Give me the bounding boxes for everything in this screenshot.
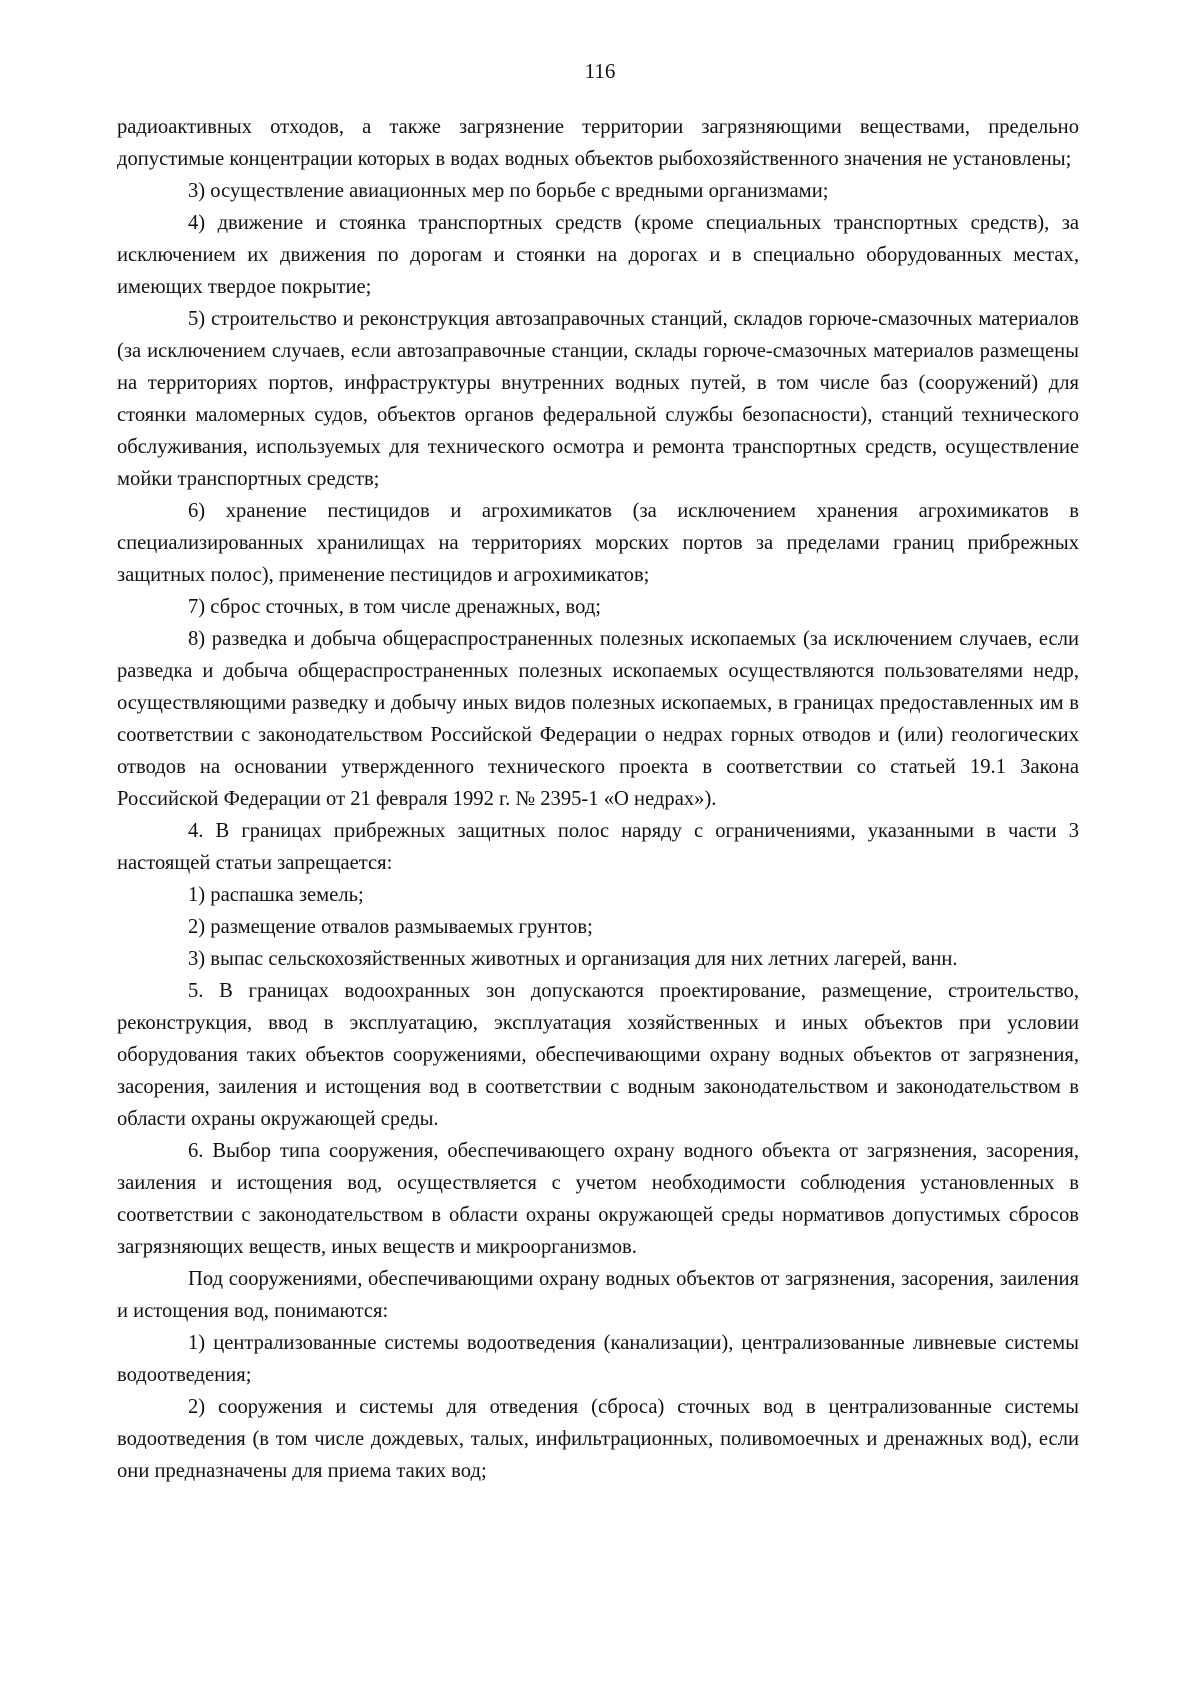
paragraph: Под сооружениями, обеспечивающими охрану водных объектов от загрязнения, засорения, заиления и истощения вод, понимаются:: [117, 1268, 1079, 1322]
paragraph: 3) выпас сельскохозяйственных животных и организация для них летних лагерей, ванн.: [188, 948, 958, 970]
paragraph: радиоактивных отходов, а также загрязнение территории загрязняющими веществами, предельно допустимые концентрации которых в водах водных объектов рыбохозяйственного значения не установлены;: [117, 116, 1079, 170]
paragraph: 2) размещение отвалов размываемых грунтов;: [188, 916, 593, 938]
paragraph: 5) строительство и реконструкция автозаправочных станций, складов горюче-смазочных материалов (за исключением случаев, если автозаправочные станции, склады горюче-смазочных материалов размещены на территориях портов, инфраструктуры внутренних водных путей, в том числе баз (сооружений) для стоянки маломерных судов, объектов органов федеральной службы безопасности), станций технического обслуживания, используемых для технического осмотра и ремонта транспортных средств, осуществление мойки транспортных средств;: [117, 308, 1079, 490]
page-number: 116: [584, 59, 616, 83]
paragraph: 3) осуществление авиационных мер по борьбе с вредными организмами;: [188, 180, 829, 202]
paragraph: 8) разведка и добыча общераспространенных полезных ископаемых (за исключением случаев, если разведка и добыча общераспространенных полезных ископаемых осуществляются пользователями недр, осуществляющими разведку и добычу иных видов полезных ископаемых, в границах предоставленных им в соответствии с законодательством Российской Федерации о недрах горных отводов и (или) геологических отводов на основании утвержденного технического проекта в соответствии со статьей 19.1 Закона Российской Федерации от 21 февраля 1992 г. № 2395-1 «О недрах»).: [117, 628, 1079, 810]
document-body: [117, 111, 1079, 1487]
paragraph: 1) централизованные системы водоотведения (канализации), централизованные ливневые системы водоотведения;: [117, 1332, 1079, 1386]
paragraph: 4. В границах прибрежных защитных полос наряду с ограничениями, указанными в части 3 настоящей статьи запрещается:: [117, 820, 1079, 874]
paragraph: 7) сброс сточных, в том числе дренажных, вод;: [188, 596, 602, 618]
paragraph: 2) сооружения и системы для отведения (сброса) сточных вод в централизованные системы водоотведения (в том числе дождевых, талых, инфильтрационных, поливомоечных и дренажных вод), если они предназначены для приема таких вод;: [117, 1396, 1079, 1482]
paragraph: 4) движение и стоянка транспортных средств (кроме специальных транспортных средств), за исключением их движения по дорогам и стоянки на дорогах и в специально оборудованных местах, имеющих твердое покрытие;: [117, 212, 1079, 298]
paragraph: 6) хранение пестицидов и агрохимикатов (за исключением хранения агрохимикатов в специализированных хранилищах на территориях морских портов за пределами границ прибрежных защитных полос), применение пестицидов и агрохимикатов;: [117, 500, 1079, 586]
paragraph: 6. Выбор типа сооружения, обеспечивающего охрану водного объекта от загрязнения, засорения, заиления и истощения вод, осуществляется с учетом необходимости соблюдения установленных в соответствии с законодательством в области охраны окружающей среды нормативов допустимых сбросов загрязняющих веществ, иных веществ и микроорганизмов.: [117, 1140, 1079, 1258]
paragraph: 1) распашка земель;: [188, 884, 364, 906]
paragraph: 5. В границах водоохранных зон допускаются проектирование, размещение, строительство, реконструкция, ввод в эксплуатацию, эксплуатация хозяйственных и иных объектов при условии оборудования таких объектов сооружениями, обеспечивающими охрану водных объектов от загрязнения, засорения, заиления и истощения вод в соответствии с водным законодательством и законодательством в области охраны окружающей среды.: [117, 980, 1079, 1130]
